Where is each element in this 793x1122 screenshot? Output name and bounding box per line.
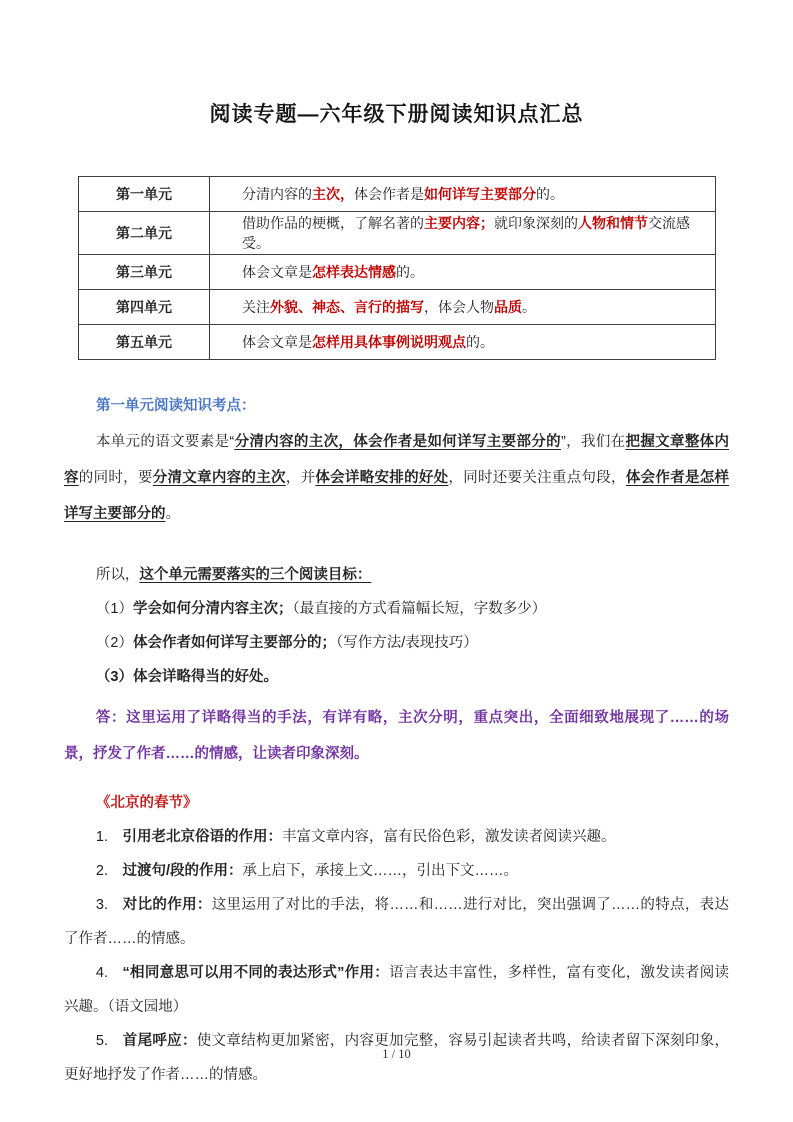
list-item: 2. 过渡句/段的作用：承上启下，承接上文……，引出下文……。 (95, 863, 519, 879)
lesson-title-beijing-spring-festival: 《北京的春节》 (96, 795, 198, 811)
unit-content: 借助作品的梗概，了解名著的主要内容；就印象深刻的人物和情节交流感受。 (210, 212, 716, 255)
list-item: 1. 引用老北京俗语的作用：丰富文章内容，富有民俗色彩，激发读者阅读兴趣。 (95, 829, 616, 845)
table-row (79, 255, 716, 290)
table-row (79, 212, 716, 255)
reading-goals-lead: 所以，这个单元需要落实的三个阅读目标： (95, 567, 372, 583)
unit-label: 第二单元 (79, 212, 210, 255)
unit1-section-heading: 第一单元阅读知识考点： (96, 398, 256, 414)
unit-content: 体会文章是怎样表达情感的。 (210, 255, 716, 290)
page-title: 阅读专题—六年级下册阅读知识点汇总 (209, 103, 584, 126)
unit-label: 第三单元 (79, 255, 210, 290)
model-answer-paragraph: 答：这里运用了详略得当的手法，有详有略，主次分明，重点突出，全面细致地展现了……的场景，抒发了作者……的情感，让读者印象深刻。 (64, 710, 729, 762)
unit-content: 分清内容的主次，体会作者是如何详写主要部分的。 (210, 177, 716, 212)
reading-goal-3: （3）体会详略得当的好处。 (95, 669, 278, 685)
unit-summary-table (78, 176, 716, 360)
list-item: 5. 首尾呼应：使文章结构更加紧密，内容更加完整，容易引起读者共鸣，给读者留下深刻印象，更好地抒发了作者……的情感。 (64, 1033, 730, 1083)
reading-goal-2: （2）体会作者如何详写主要部分的；（写作方法/表现技巧） (95, 635, 478, 651)
unit-label: 第四单元 (79, 290, 210, 325)
table-row (79, 325, 716, 360)
list-item: 4. “相同意思可以用不同的表达形式”作用：语言表达丰富性，多样性，富有变化，激发读者阅读兴趣。（语文园地） (64, 965, 730, 1015)
unit-content: 体会文章是怎样用具体事例说明观点的。 (210, 325, 716, 360)
unit-label: 第一单元 (79, 177, 210, 212)
unit1-intro-paragraph: 本单元的语文要素是“分清内容的主次，体会作者是如何详写主要部分的”，我们在把握文章整体内容的同时，要分清文章内容的主次，并体会详略安排的好处，同时还要关注重点句段，体会作者是怎样详写主要部分的。 (64, 434, 730, 522)
unit-label: 第五单元 (79, 325, 210, 360)
page-number: 1 / 10 (382, 1047, 411, 1061)
table-row (79, 290, 716, 325)
unit-content: 关注外貌、神态、言行的描写，体会人物品质。 (210, 290, 716, 325)
reading-goal-1: （1）学会如何分清内容主次；（最直接的方式看篇幅长短，字数多少） (95, 601, 547, 617)
list-item: 3. 对比的作用：这里运用了对比的手法，将……和……进行对比，突出强调了……的特点，表达了作者……的情感。 (64, 897, 730, 947)
table-row (79, 177, 716, 212)
